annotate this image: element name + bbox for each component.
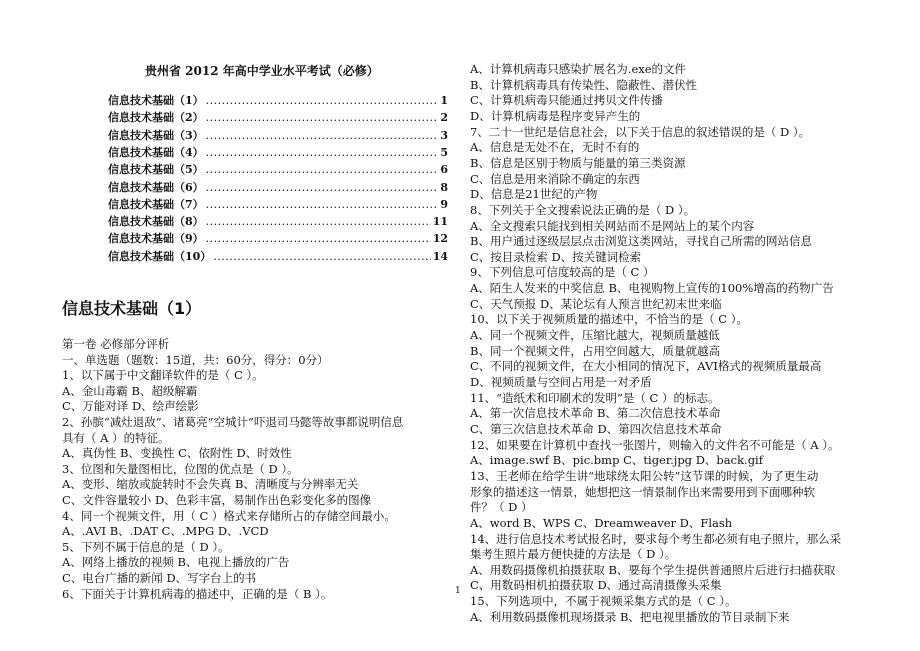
document-title: 贵州省 2012 年高中学业水平考试（必修） xyxy=(145,64,379,78)
text-line: B、信息是区别于物质与能量的第三类资源 xyxy=(470,155,686,170)
toc-entry-page: 9 xyxy=(440,197,448,211)
text-line: C、万能对译 D、绘声绘影 xyxy=(62,399,199,414)
toc-entry[interactable] xyxy=(108,161,448,177)
text-line: C、计算机病毒只能通过拷贝文件传播 xyxy=(470,93,663,108)
toc-entry-label: 信息技术基础（4） xyxy=(108,145,204,159)
toc-leader-dots xyxy=(206,215,431,228)
text-line: A、.AVI B、.DAT C、.MPG D、.VCD xyxy=(62,524,269,539)
toc-entry-page: 3 xyxy=(440,128,448,142)
toc-entry[interactable] xyxy=(108,196,448,212)
text-line: A、用数码摄像机拍摄获取 B、要每个学生提供普通照片后进行扫描获取 xyxy=(470,562,836,577)
text-line: D、计算机病毒是程序变异产生的 xyxy=(470,108,641,123)
text-line: 4、同一个视频文件，用（ C ）格式来存储所占的存储空间最小。 xyxy=(62,508,396,523)
text-line: C、第三次信息技术革命 D、第四次信息技术革命 xyxy=(470,421,722,436)
text-line: C、用数码相机拍摄获取 D、通过高清摄像头采集 xyxy=(470,578,722,593)
text-line: C、电台广播的新闻 D、写字台上的书 xyxy=(62,571,257,585)
text-line: D、视频质量与空间占用是一对矛盾 xyxy=(470,375,652,389)
toc-entry-label: 信息技术基础（7） xyxy=(108,197,204,211)
text-line: 3、位图和矢量图相比，位图的优点是（ D ）。 xyxy=(62,461,299,476)
text-line: C、不同的视频文件，在大小相同的情况下，AVI格式的视频质量最高 xyxy=(470,359,822,374)
text-line: 15、下列选项中，不属于视频采集方式的是（ C ）。 xyxy=(470,594,737,609)
toc-leader-dots xyxy=(206,232,431,245)
text-line: D、信息是21世纪的产物 xyxy=(470,187,598,202)
text-line: A、同一个视频文件，压缩比越大，视频质量越低 xyxy=(470,328,720,343)
toc-entry-label: 信息技术基础（10） xyxy=(108,249,212,263)
text-line: 集考生照片最方便快捷的方法是（ D ）。 xyxy=(470,547,677,562)
toc-leader-dots xyxy=(206,111,439,124)
text-line: A、网络上播放的视频 B、电视上播放的广告 xyxy=(62,555,290,570)
toc-entry-page: 12 xyxy=(432,232,448,246)
text-line: 一、单选题（题数：15道，共：60分，得分：0分） xyxy=(62,352,329,367)
text-line: 10、以下关于视频质量的描述中，不恰当的是（ C ）。 xyxy=(470,312,748,327)
toc-entry[interactable] xyxy=(108,179,448,195)
toc-entry[interactable] xyxy=(108,92,448,108)
toc-leader-dots xyxy=(206,181,439,194)
toc-leader-dots xyxy=(206,94,439,107)
text-line: A、全文搜索只能找到相关网站而不是网站上的某个内容 xyxy=(470,218,755,233)
text-line: 第一卷 必修部分评析 xyxy=(62,337,170,351)
text-line: B、用户通过逐级层层点击浏览这类网站，寻找自己所需的网站信息 xyxy=(470,234,812,249)
text-line: 形象的描述这一情景，她想把这一情景制作出来需要用到下面哪种软 xyxy=(470,484,815,499)
text-line: 1、以下属于中文翻译软件的是（ C ）。 xyxy=(62,368,264,383)
toc-entry-label: 信息技术基础（1） xyxy=(108,94,204,107)
text-line: A、真伪性 B、变换性 C、依附性 D、时效性 xyxy=(62,446,292,461)
text-line: 件？（ D ） xyxy=(470,500,533,515)
text-line: A、image.swf B、pic.bmp C、tiger.jpg D、back.gif xyxy=(470,453,763,468)
toc-entry-label: 信息技术基础（3） xyxy=(108,128,204,142)
toc-entry[interactable] xyxy=(108,248,448,264)
toc-entry[interactable] xyxy=(108,144,448,160)
toc-leader-dots xyxy=(206,198,439,211)
toc-entry[interactable] xyxy=(108,109,448,125)
toc-leader-dots xyxy=(206,129,439,142)
toc-entry[interactable] xyxy=(108,213,448,229)
text-line: 9、下列信息可信度较高的是（ C ） xyxy=(470,265,655,280)
toc-entry-label: 信息技术基础（8） xyxy=(108,215,204,229)
text-line: B、同一个视频文件，占用空间越大，质量就越高 xyxy=(470,343,720,358)
text-line: C、文件容量较小 D、色彩丰富，易制作出色彩变化多的图像 xyxy=(62,493,372,507)
toc-entry-page: 14 xyxy=(432,249,448,263)
toc-entry-page: 5 xyxy=(440,145,448,159)
section-heading: 信息技术基础（1） xyxy=(62,299,202,318)
toc-entry-label: 信息技术基础（5） xyxy=(108,163,204,177)
text-line: 7、二十一世纪是信息社会，以下关于信息的叙述错误的是（ D ）。 xyxy=(470,124,811,139)
text-line: 13、王老师在给学生讲“地球绕太阳公转”这节课的时候，为了更生动 xyxy=(470,468,819,483)
text-line: C、按目录检索 D、按关键词检索 xyxy=(470,249,642,264)
toc-leader-dots xyxy=(206,163,439,176)
page-number: 1 xyxy=(455,586,461,596)
toc-entry-page: 2 xyxy=(440,111,448,125)
toc-entry-page: 11 xyxy=(432,215,448,229)
text-line: 具有（ A ）的特征。 xyxy=(62,430,170,445)
text-line: A、word B、WPS C、Dreamweaver D、Flash xyxy=(470,515,733,530)
toc-entry-label: 信息技术基础（2） xyxy=(108,111,204,125)
toc-entry-label: 信息技术基础（6） xyxy=(108,180,204,194)
toc-leader-dots xyxy=(213,250,430,263)
text-line: B、计算机病毒具有传染性、隐蔽性、潜伏性 xyxy=(470,77,697,92)
text-line: A、金山毒霸 B、超级解霸 xyxy=(62,383,198,398)
text-line: 2、孙膑“减灶退敌”、诸葛亮“空城计”吓退司马懿等故事都说明信息 xyxy=(62,415,404,429)
text-line: A、计算机病毒只感染扩展名为.exe的文件 xyxy=(470,62,687,76)
toc-entry[interactable] xyxy=(108,127,448,143)
text-line: 8、下列关于全文搜索说法正确的是（ D ）。 xyxy=(470,202,696,217)
text-line: A、第一次信息技术革命 B、第二次信息技术革命 xyxy=(470,406,721,421)
text-line: 5、下列不属于信息的是（ D ）。 xyxy=(62,539,230,554)
text-line: C、天气预报 D、某论坛有人预言世纪初末世来临 xyxy=(470,296,722,311)
text-line: A、信息是无处不在，无时不有的 xyxy=(470,140,640,155)
toc-entry-page: 6 xyxy=(440,163,448,177)
text-line: 14、进行信息技术考试报名时，要求每个考生都必须有电子照片，那么采 xyxy=(470,531,842,546)
text-line: 6、下面关于计算机病毒的描述中，正确的是（ B ）。 xyxy=(62,586,333,601)
text-line: 11、“造纸术和印刷术的发明”是（ C ）的标志。 xyxy=(470,390,720,405)
toc-entry-page: 1 xyxy=(440,94,448,107)
toc-entry-page: 8 xyxy=(440,180,448,194)
toc-leader-dots xyxy=(206,146,439,159)
text-line: A、利用数码摄像机现场摄录 B、把电视里播放的节目录制下来 xyxy=(470,609,790,624)
text-line: A、陌生人发来的中奖信息 B、电视购物上宣传的100%增高的药物广告 xyxy=(470,281,834,296)
text-line: C、信息是用来消除不确定的东西 xyxy=(470,171,640,186)
toc-entry[interactable] xyxy=(108,230,448,246)
text-line: A、变形、缩放或旋转时不会失真 B、清晰度与分辨率无关 xyxy=(62,477,359,492)
text-line: 12、如果要在计算机中查找一张图片，则输入的文件名不可能是（ A ）。 xyxy=(470,437,840,452)
toc-entry-label: 信息技术基础（9） xyxy=(108,232,204,246)
